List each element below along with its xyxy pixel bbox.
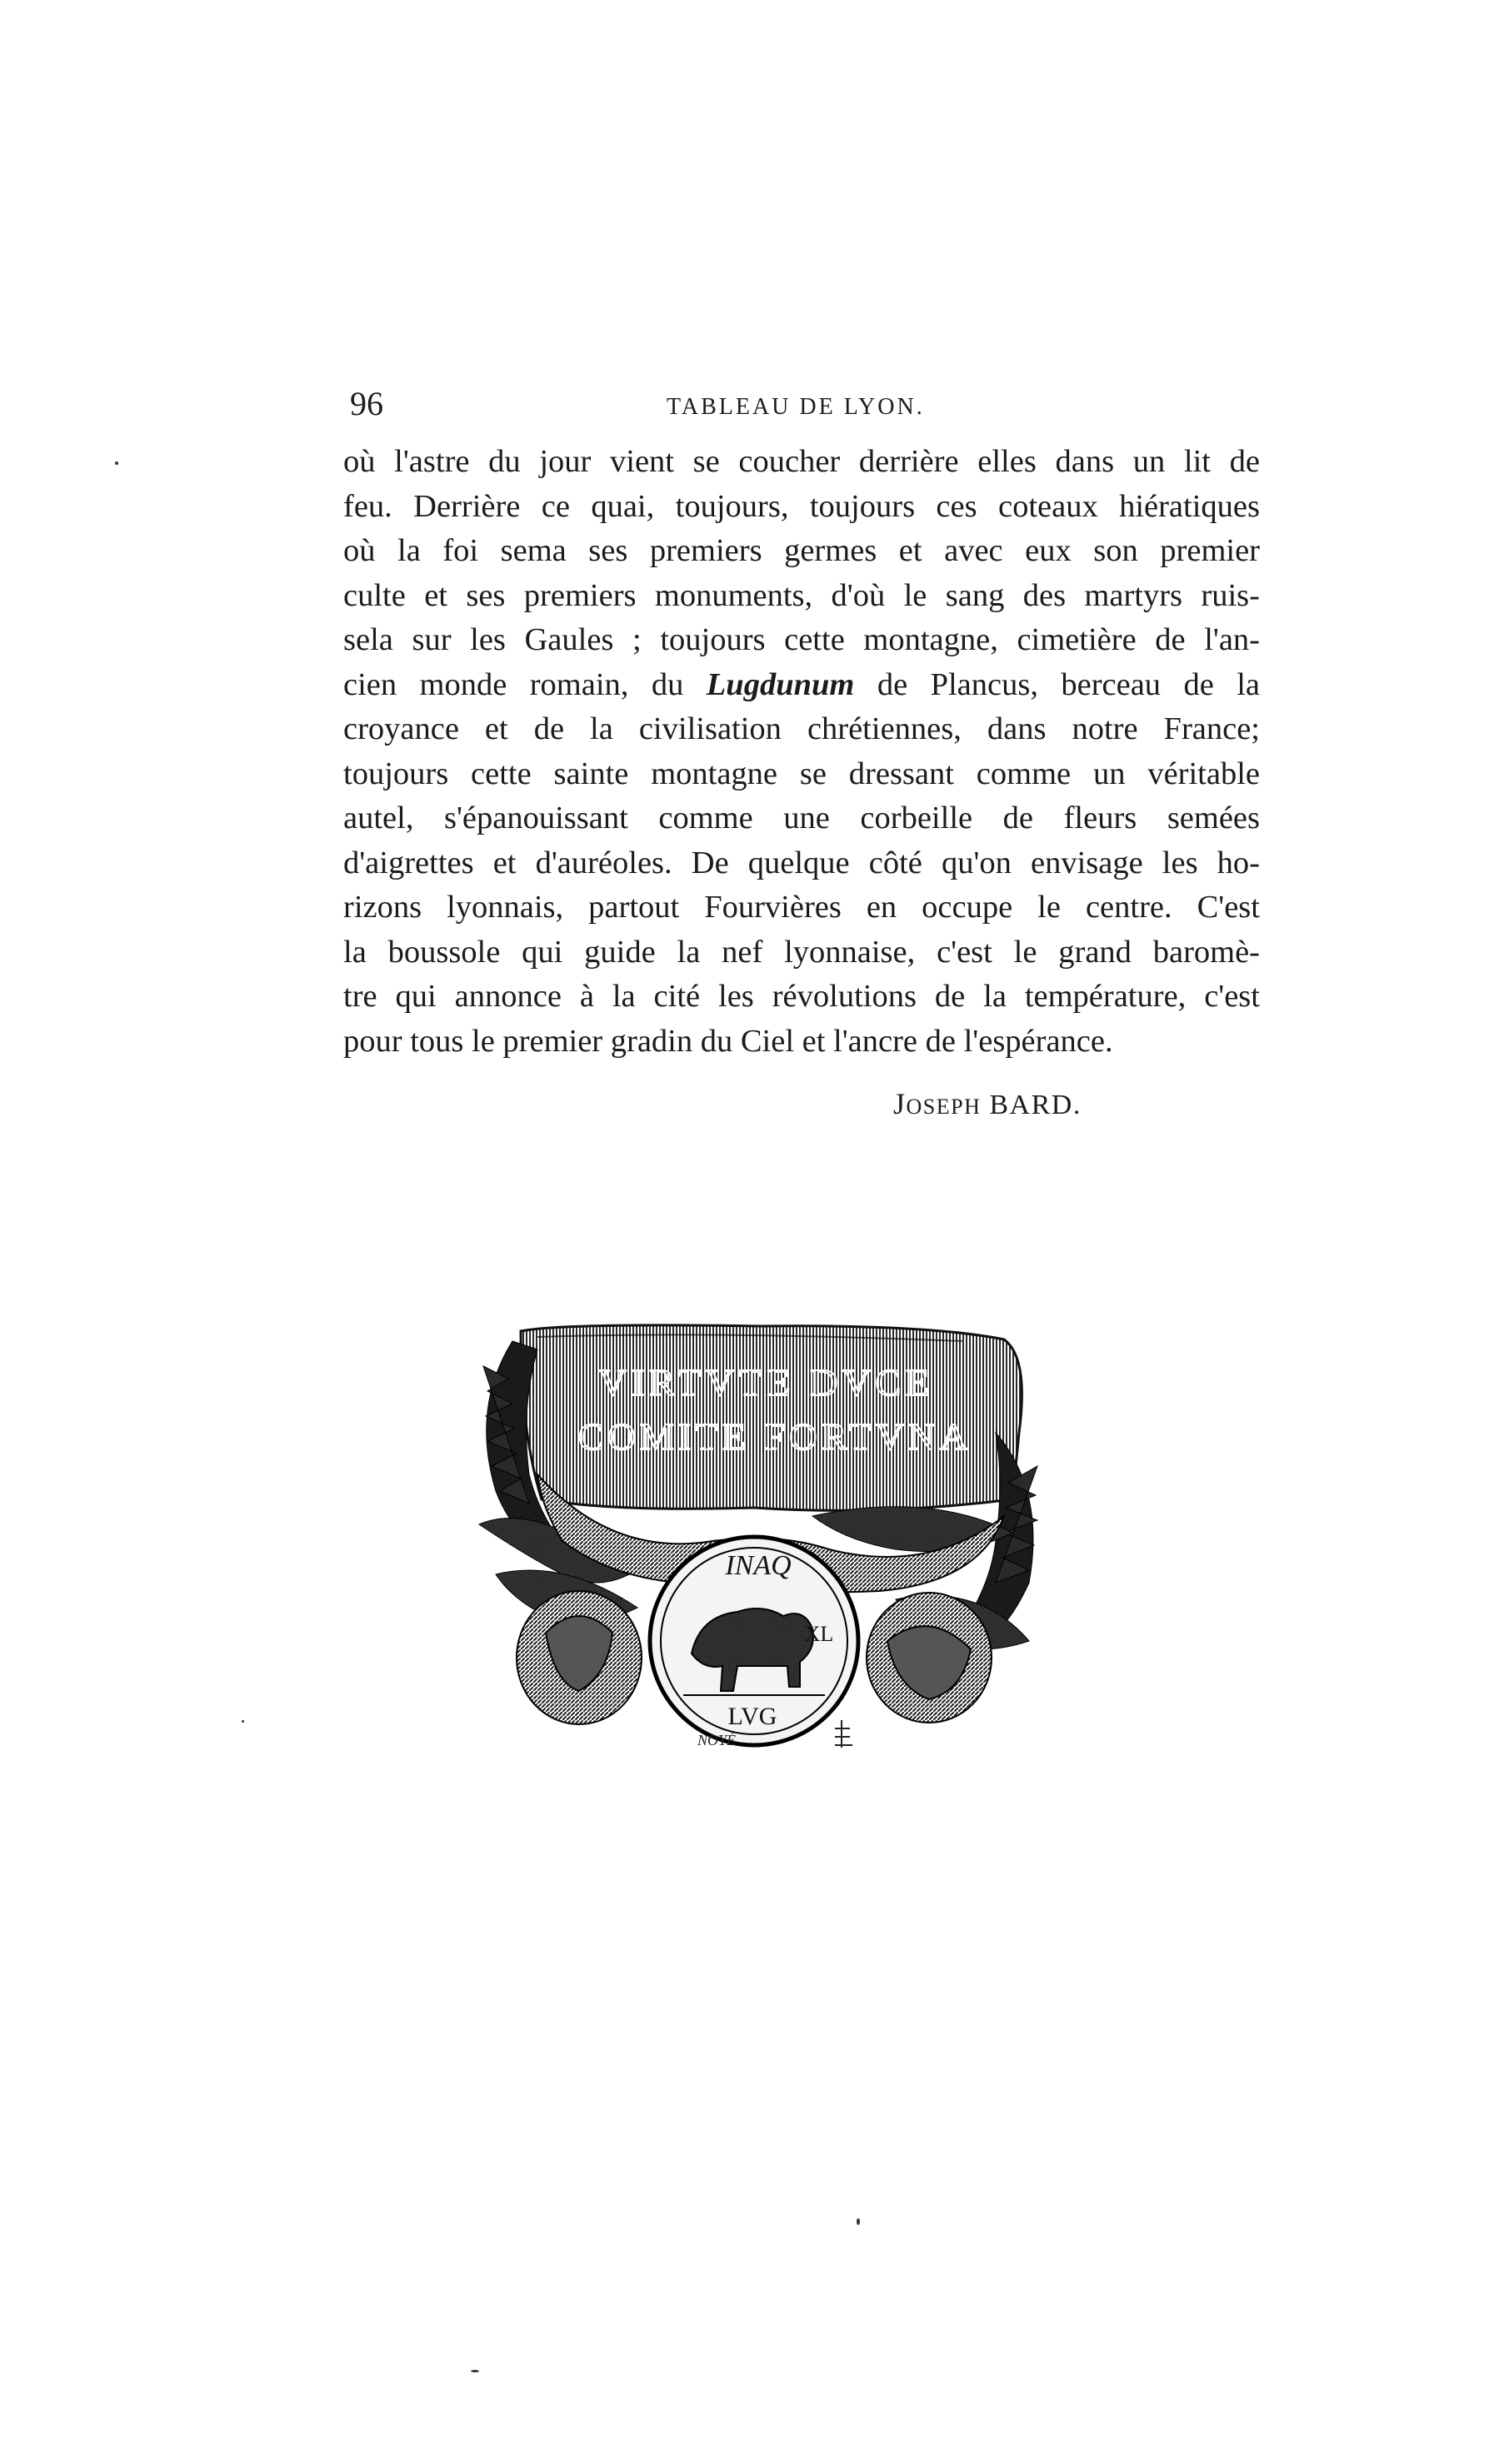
lugdunum-italic: Lugdunum — [706, 666, 855, 702]
text-line: la boussole qui guide la nef lyonnaise, c'est le grand baromè- — [343, 934, 1260, 970]
engraver-monogram-icon — [835, 1720, 852, 1748]
text-line: pour tous le premier gradin du Ciel et l'ancre de l'espérance. — [343, 1023, 1113, 1059]
scan-speck — [115, 461, 118, 465]
coin-legend-bottom: LVG — [727, 1703, 777, 1730]
text-line: tre qui annonce à la cité les révolutions de la température, c'est — [343, 979, 1260, 1014]
text-line: culte et ses premiers monuments, d'où le sang des martyrs ruis- — [343, 577, 1260, 613]
engraver-signature: NOYÉ — [697, 1732, 737, 1748]
text-line: feu. Derrière ce quai, toujours, toujours ces coteaux hiératiques — [343, 488, 1260, 524]
right-medallion — [867, 1593, 992, 1723]
author-last-name: BARD. — [989, 1090, 1082, 1120]
inscription-line-1: VIRTVTE DVCE — [598, 1361, 935, 1404]
text-line-start: cien monde romain, du — [343, 666, 684, 702]
body-text — [343, 440, 1260, 1064]
text-line: d'aigrettes et d'auréoles. De quelque côté qu'on envisage les ho- — [343, 845, 1260, 880]
text-line: toujours cette sainte montagne se dressant comme un véritable — [343, 756, 1260, 791]
text-line: où la foi sema ses premiers germes et avec eux son premier — [343, 533, 1260, 568]
engraved-vignette — [462, 1308, 1046, 1749]
text-line: rizons lyonnais, partout Fourvières en occupe le centre. C'est — [343, 890, 1260, 925]
scan-speck — [471, 2370, 479, 2372]
inscription-line-2: COMITE FORTVNA — [577, 1415, 972, 1458]
text-line-end: de Plancus, berceau de la — [877, 666, 1261, 702]
text-line: croyance et de la civilisation chrétiennes, dans notre France; — [343, 711, 1260, 746]
text-line: où l'astre du jour vient se coucher derrière elles dans un lit de — [343, 444, 1260, 479]
author-first-name: JOSEPH — [893, 1087, 982, 1120]
scan-speck — [242, 1720, 244, 1723]
running-title: TABLEAU DE LYON. — [667, 394, 925, 420]
text-line: autel, s'épanouissant comme une corbeille de fleurs semées — [343, 801, 1260, 835]
author-signature — [893, 1083, 1082, 1128]
coin-legend-top: INAQ — [725, 1550, 792, 1581]
running-head — [350, 379, 1258, 429]
scan-speck — [857, 2218, 860, 2225]
text-line — [343, 663, 1260, 708]
left-medallion — [517, 1591, 642, 1724]
coin-legend-right: XL — [804, 1622, 834, 1646]
text-line: sela sur les Gaules ; toujours cette montagne, cimetière de l'an- — [343, 622, 1260, 657]
page-number: 96 — [350, 385, 383, 422]
